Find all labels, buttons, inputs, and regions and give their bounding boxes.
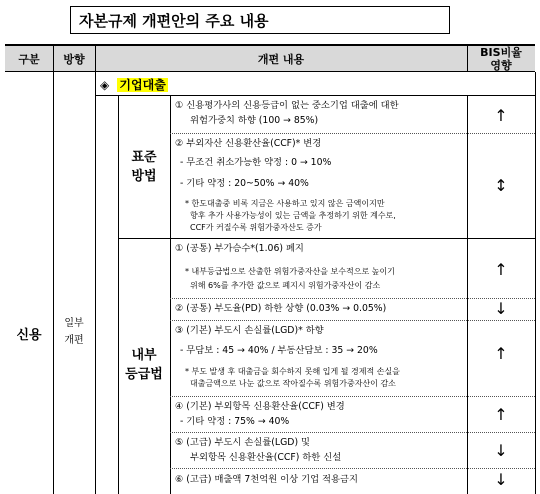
group-standard-method [118, 148, 170, 186]
diamond-icon: ◈ [100, 78, 110, 92]
row-direction-line1: 일부 [64, 318, 84, 329]
item-std-2-note1: * 한도대출중 비록 지금은 사용하고 있지 않은 금액이지만 [185, 199, 385, 208]
item-std-1-line1: ① 신용평가사의 신용등급이 없는 중소기업 대출에 대한 [175, 100, 399, 111]
item-irb-1-line1: ① (공통) 부가승수*(1.06) 폐지 [175, 243, 304, 254]
group-standard-line1: 표준 [131, 150, 157, 165]
arrow-down-icon: ↓ [494, 441, 508, 460]
arrow-up-icon: ↑ [494, 106, 508, 125]
item-irb-1-note1: * 내부등급법으로 산출한 위험가중자산을 보수적으로 높이기 [185, 267, 395, 276]
item-irb-5-line2: 부외항목 신용환산율(CCF) 하한 신설 [190, 452, 342, 463]
header-category: 구분 [5, 44, 53, 72]
item-std-2-line2: - 무조건 취소가능한 약정 : 0 → 10% [180, 157, 332, 168]
header-bis-impact [467, 44, 535, 72]
arrow-down-icon: ↓ [494, 299, 508, 318]
item-std-1-line2: 위험가중치 하향 (100 → 85%) [190, 115, 319, 126]
section-label: 기업대출 [119, 78, 166, 92]
header-bis-line2: 영향 [490, 58, 512, 72]
item-irb-3-line1: ③ (기본) 부도시 손실률(LGD)* 하향 [175, 325, 324, 336]
item-irb-4-line2: - 기타 약정 : 75% → 40% [180, 416, 290, 427]
item-irb-3-line2: - 무담보 : 45 → 40% / 부동산담보 : 35 → 20% [180, 345, 378, 356]
row-direction-line2: 개편 [64, 335, 84, 346]
group-standard-line2: 방법 [131, 169, 157, 184]
group-internal-line2: 등급법 [125, 367, 163, 382]
row-category-credit: 신용 [16, 328, 42, 343]
item-std-2-line3: - 기타 약정 : 20~50% → 40% [180, 178, 309, 189]
arrow-up-icon: ↑ [494, 260, 508, 279]
group-internal-rating [118, 346, 170, 384]
header-bis-line1: BIS비율 [480, 45, 522, 59]
item-irb-1-note2: 위해 6%를 추가한 값으로 폐지시 위험가중자산이 감소 [190, 281, 381, 290]
header-content: 개편 내용 [95, 44, 467, 72]
page-title: 자본규제 개편안의 주요 내용 [70, 6, 450, 34]
arrow-down-icon: ↓ [494, 470, 508, 489]
header-direction: 방향 [53, 44, 95, 72]
item-irb-6-line1: ⑥ (고급) 매출액 7천억원 이상 기업 적용금지 [175, 474, 358, 485]
group-internal-line1: 내부 [131, 348, 157, 363]
item-irb-3-note2: 대출금액으로 나눈 값으로 작아질수록 위험가중자산이 감소 [190, 379, 396, 388]
arrow-up-icon: ↑ [494, 405, 508, 424]
item-std-2-line1: ② 부외자산 신용환산율(CCF)* 변경 [175, 138, 322, 149]
arrow-up-icon: ↑ [494, 344, 508, 363]
item-irb-5-line1: ⑤ (고급) 부도시 손실률(LGD) 및 [175, 437, 311, 448]
item-irb-3-note1: * 부도 발생 후 대출금을 회수하지 못해 입게 될 경제적 손실을 [185, 367, 400, 376]
section-header [100, 76, 168, 94]
item-std-2-note3: CCF가 커질수록 위험가중자산도 증가 [190, 223, 322, 232]
item-irb-2-line1: ② (공통) 부도율(PD) 하한 상향 (0.03% → 0.05%) [175, 303, 387, 314]
item-std-2-note2: 향후 추가 사용가능성이 있는 금액을 추정하기 위한 계수로, [190, 211, 396, 220]
item-irb-4-line1: ④ (기본) 부외항목 신용환산율(CCF) 변경 [175, 401, 345, 412]
arrow-updown-icon: ↕ [494, 176, 508, 195]
row-direction [53, 315, 95, 349]
